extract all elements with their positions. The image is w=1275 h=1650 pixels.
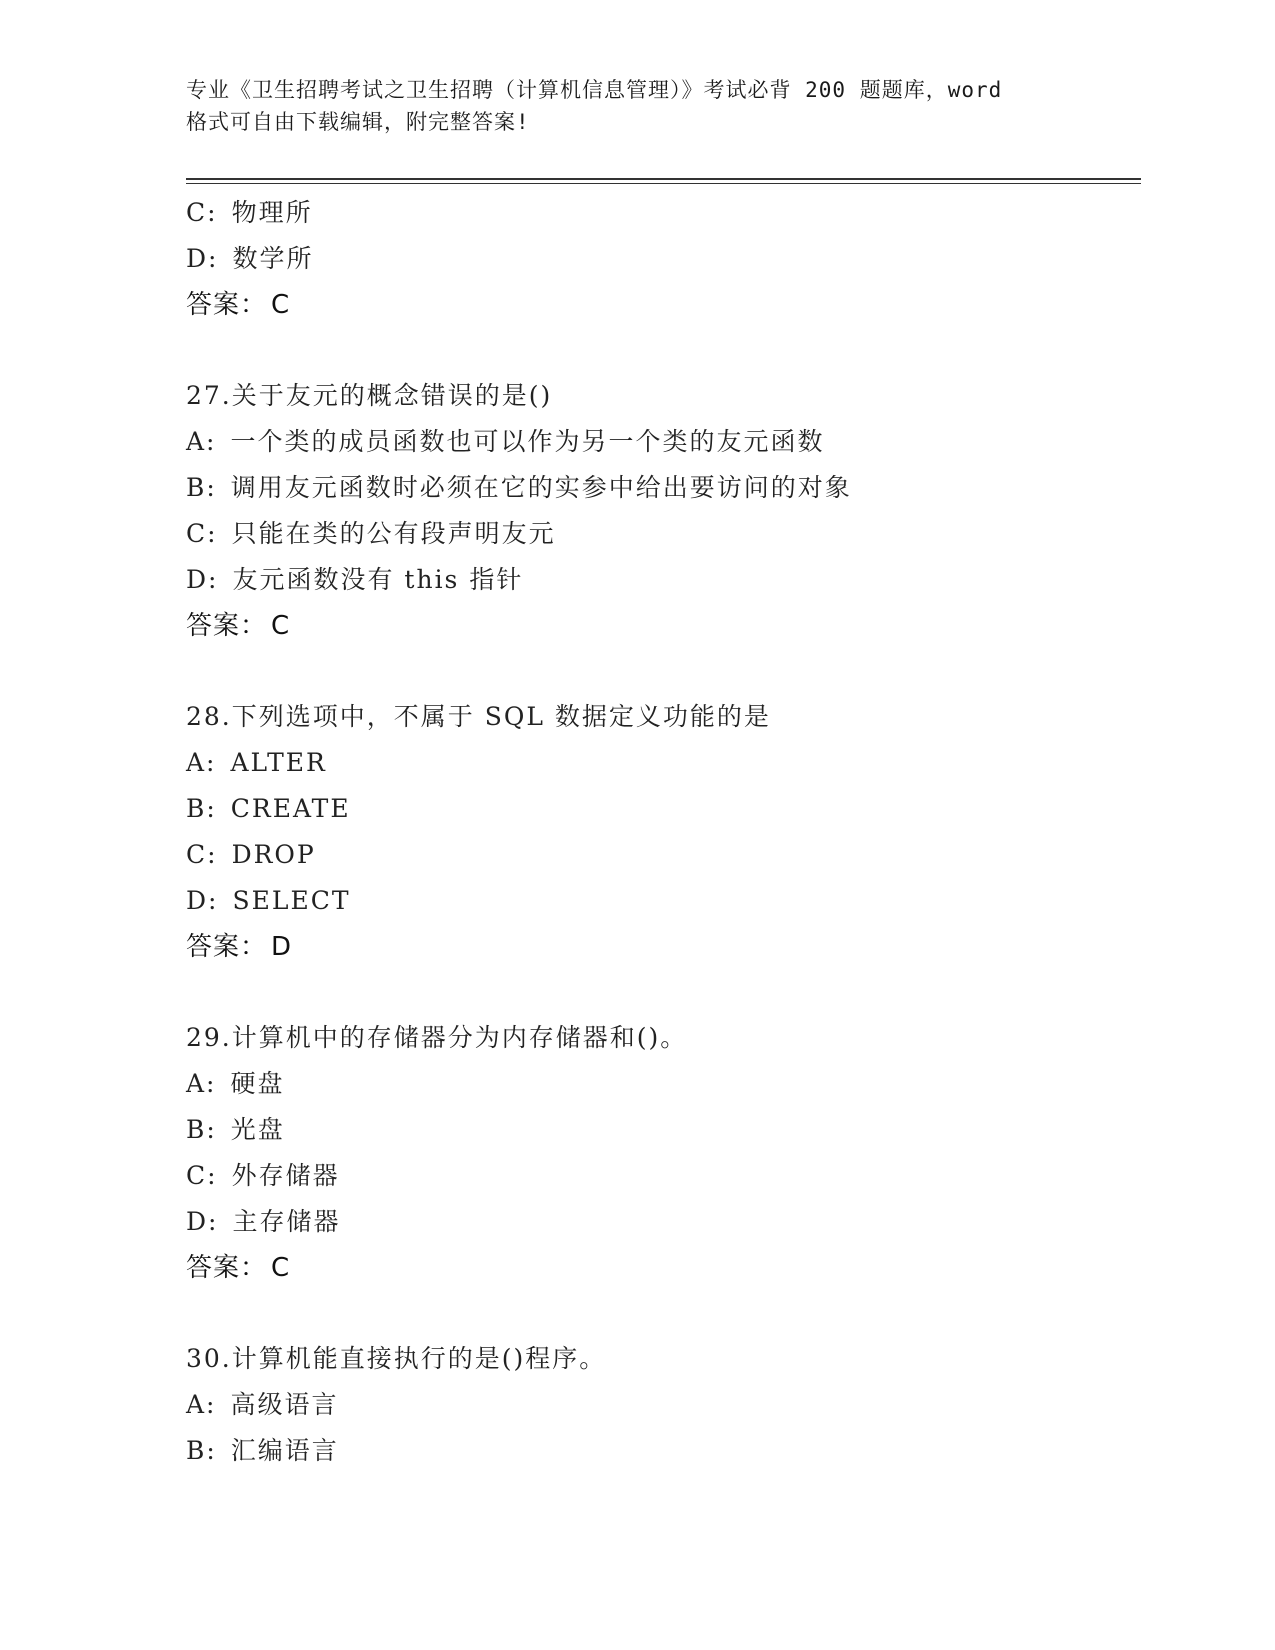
option-text: 主存储器 <box>232 1207 341 1236</box>
document-header <box>186 74 1086 138</box>
option-row <box>186 1428 1136 1474</box>
question-title: 27.关于友元的概念错误的是() <box>186 381 553 410</box>
question-block-27 <box>186 373 1136 649</box>
option-label: B: <box>186 473 217 502</box>
option-text: ALTER <box>230 748 327 777</box>
option-label: A: <box>186 748 217 777</box>
option-label: C: <box>186 1161 218 1190</box>
answer-value: C <box>271 1253 291 1283</box>
question-list <box>186 190 1136 1474</box>
option-row <box>186 190 1136 236</box>
option-label: D: <box>186 1207 219 1236</box>
option-row <box>186 236 1136 282</box>
option-label: C: <box>186 519 218 548</box>
option-text: 汇编语言 <box>230 1436 339 1465</box>
option-label: B: <box>186 1436 217 1465</box>
option-text: DROP <box>231 840 316 869</box>
option-text: 友元函数没有 this 指针 <box>232 565 524 594</box>
option-row <box>186 1382 1136 1428</box>
option-row <box>186 1107 1136 1153</box>
option-row <box>186 786 1136 832</box>
answer-value: C <box>271 611 291 641</box>
option-label: B: <box>186 1115 217 1144</box>
option-label: A: <box>186 1390 217 1419</box>
option-label: D: <box>186 886 219 915</box>
option-text: 只能在类的公有段声明友元 <box>231 519 556 548</box>
question-block-28 <box>186 694 1136 970</box>
question-title: 29.计算机中的存储器分为内存储器和()。 <box>186 1023 688 1052</box>
option-text: 数学所 <box>232 244 314 273</box>
answer-prefix: 答案： <box>186 932 268 962</box>
answer-value: D <box>271 932 293 962</box>
option-text: 一个类的成员函数也可以作为另一个类的友元函数 <box>230 427 825 456</box>
option-label: A: <box>186 427 217 456</box>
option-text: SELECT <box>232 886 351 915</box>
question-block-29 <box>186 1015 1136 1291</box>
question-title: 28.下列选项中，不属于 SQL 数据定义功能的是 <box>186 702 771 731</box>
question-title: 30.计算机能直接执行的是()程序。 <box>186 1344 607 1373</box>
option-row <box>186 419 1136 465</box>
option-label: C: <box>186 840 218 869</box>
option-text: 硬盘 <box>230 1069 285 1098</box>
header-line-2: 格式可自由下载编辑，附完整答案! <box>186 110 530 134</box>
option-text: CREATE <box>230 794 351 823</box>
option-label: A: <box>186 1069 217 1098</box>
answer-line <box>186 282 1136 328</box>
answer-line <box>186 603 1136 649</box>
answer-prefix: 答案： <box>186 611 268 641</box>
option-text: 调用友元函数时必须在它的实参中给出要访问的对象 <box>230 473 852 502</box>
answer-prefix: 答案： <box>186 1253 268 1283</box>
question-block-26 <box>186 190 1136 328</box>
option-label: D: <box>186 244 219 273</box>
option-text: 高级语言 <box>230 1390 339 1419</box>
option-row <box>186 740 1136 786</box>
option-row <box>186 1061 1136 1107</box>
option-row <box>186 511 1136 557</box>
header-divider-thick <box>186 178 1141 180</box>
option-row <box>186 1199 1136 1245</box>
option-text: 光盘 <box>230 1115 285 1144</box>
option-label: B: <box>186 794 217 823</box>
option-row <box>186 557 1136 603</box>
option-row <box>186 832 1136 878</box>
answer-prefix: 答案： <box>186 290 268 320</box>
option-row <box>186 878 1136 924</box>
answer-line <box>186 924 1136 970</box>
header-line-1: 专业《卫生招聘考试之卫生招聘（计算机信息管理）》考试必背 200 题题库，word <box>186 78 1003 102</box>
option-row <box>186 465 1136 511</box>
option-text: 外存储器 <box>231 1161 340 1190</box>
header-divider-thin <box>186 183 1141 184</box>
option-label: D: <box>186 565 219 594</box>
answer-line <box>186 1245 1136 1291</box>
answer-value: C <box>271 290 291 320</box>
option-label: C: <box>186 198 218 227</box>
option-text: 物理所 <box>231 198 313 227</box>
question-block-30 <box>186 1336 1136 1474</box>
option-row <box>186 1153 1136 1199</box>
